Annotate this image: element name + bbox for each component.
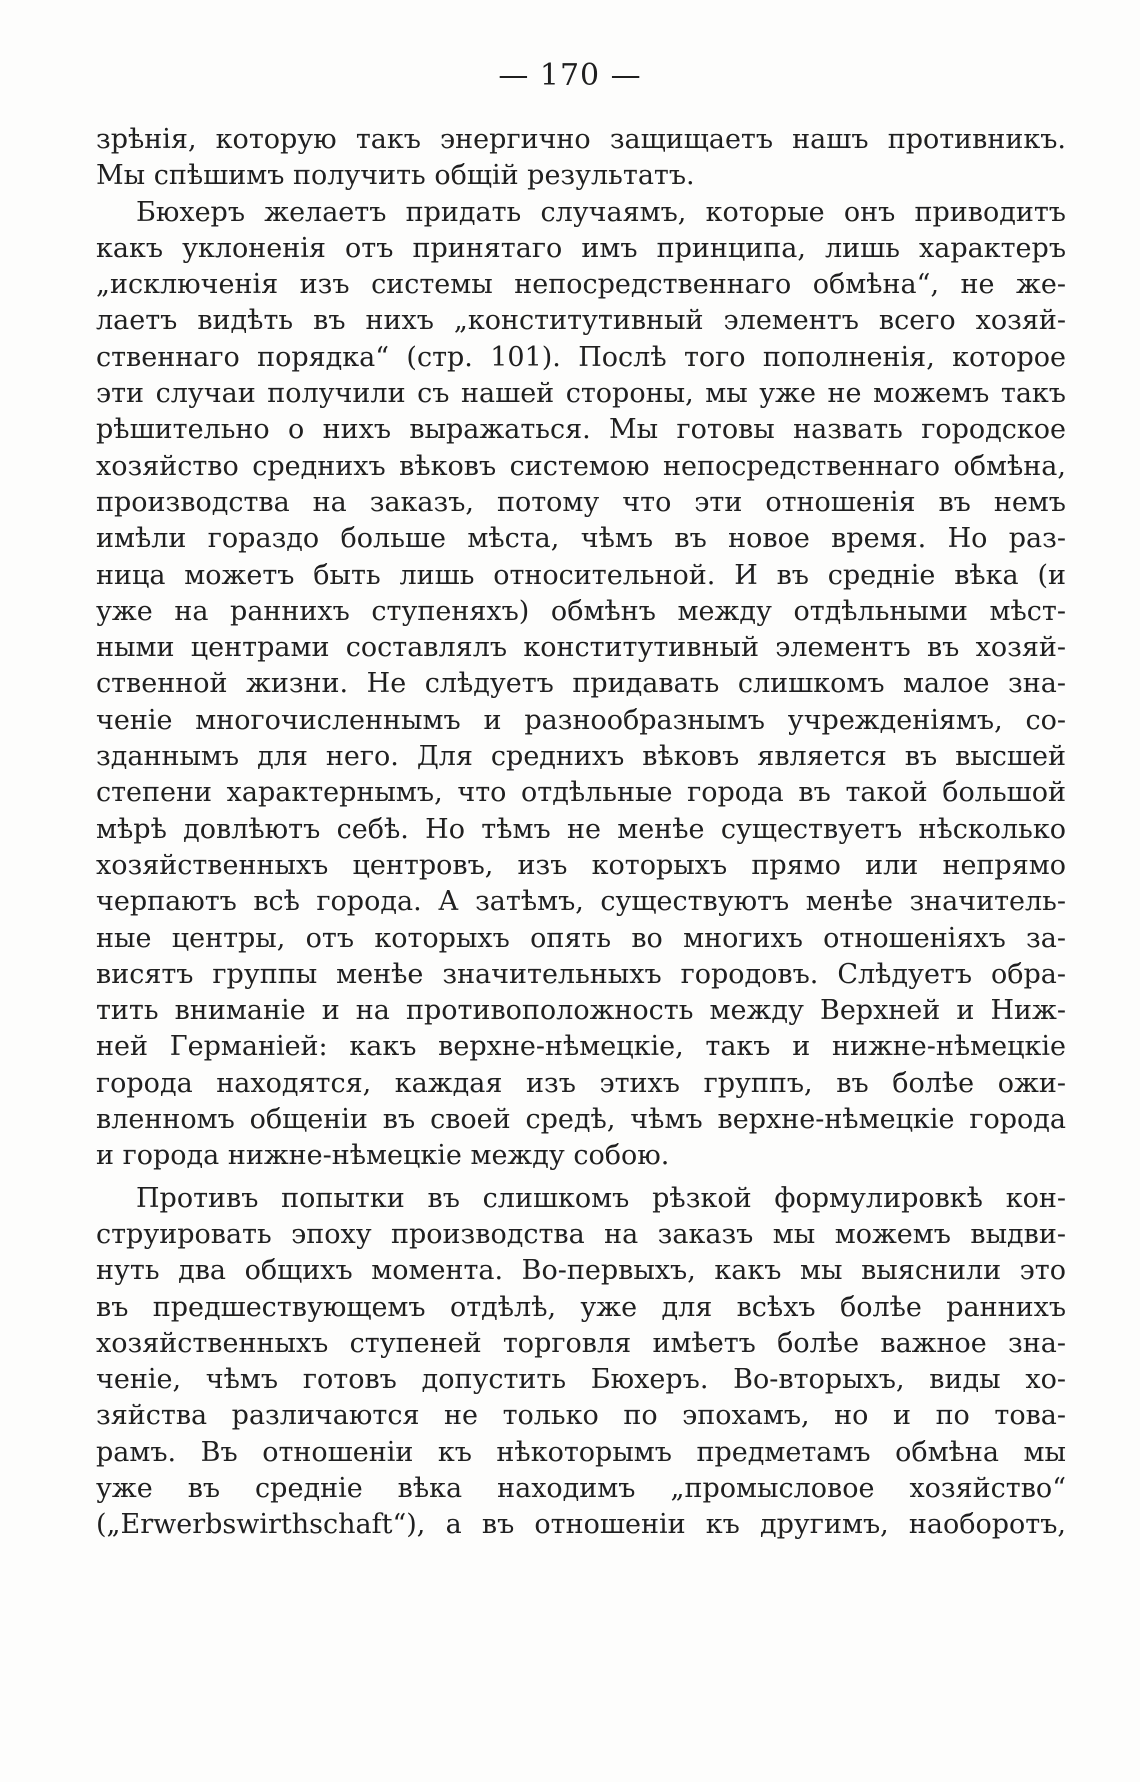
- text-line: хозяйство среднихъ вѣковъ системою непосредственнаго обмѣна,: [96, 450, 1066, 482]
- text-line: имѣли гораздо больше мѣста, чѣмъ въ новое время. Но раз-: [96, 523, 1066, 555]
- text-line: эти случаи получили съ нашей стороны, мы уже не можемъ такъ: [96, 378, 1066, 410]
- text-line: „исключенія изъ системы непосредственнаго обмѣна“, не же-: [96, 269, 1066, 301]
- text-line: ственнаго порядка“ (стр. 101). Послѣ того пополненія, которое: [96, 341, 1066, 373]
- text-line: вленномъ общеніи въ своей средѣ, чѣмъ верхне-нѣмецкіе города: [96, 1104, 1066, 1136]
- text-line: въ предшествующемъ отдѣлѣ, уже для всѣхъ болѣе раннихъ: [96, 1291, 1066, 1323]
- text-line: ными центрами составлялъ конститутивный элементъ въ хозяй-: [96, 632, 1066, 664]
- text-line: зяйства различаются не только по эпохамъ, но и по това-: [96, 1400, 1066, 1432]
- text-line: висятъ группы менѣе значительныхъ городовъ. Слѣдуетъ обра-: [96, 958, 1066, 990]
- text-line: и города нижне-нѣмецкіе между собою.: [96, 1140, 670, 1172]
- text-line: („Erwerbswirthschaft“), а въ отношеніи къ другимъ, наоборотъ,: [96, 1509, 1066, 1541]
- body-text: [96, 122, 1066, 1544]
- text-line: хозяйственныхъ ступеней торговля имѣетъ болѣе важное зна-: [96, 1327, 1066, 1359]
- text-line: Противъ попытки въ слишкомъ рѣзкой формулировкѣ кон-: [136, 1182, 1066, 1214]
- text-line: Бюхеръ желаетъ придать случаямъ, которые онъ приводитъ: [136, 196, 1066, 228]
- text-line: степени характернымъ, что отдѣльные города въ такой большой: [96, 777, 1066, 809]
- text-line: уже въ средніе вѣка находимъ „промысловое хозяйство“: [96, 1472, 1066, 1504]
- text-line: рѣшительно о нихъ выражаться. Мы готовы назвать городское: [96, 414, 1066, 446]
- text-line: лаетъ видѣть въ нихъ „конститутивный элементъ всего хозяй-: [96, 305, 1066, 337]
- text-line: ченіе многочисленнымъ и разнообразнымъ учрежденіямъ, со-: [96, 704, 1066, 736]
- text-line: ченіе, чѣмъ готовъ допустить Бюхеръ. Во-вторыхъ, виды хо-: [96, 1364, 1066, 1396]
- text-line: ственной жизни. Не слѣдуетъ придавать слишкомъ малое зна-: [96, 668, 1066, 700]
- text-line: мѣрѣ довлѣютъ себѣ. Но тѣмъ не менѣе существуетъ нѣсколько: [96, 813, 1066, 845]
- text-line: рамъ. Въ отношеніи къ нѣкоторымъ предметамъ обмѣна мы: [96, 1436, 1066, 1468]
- text-line: какъ уклоненія отъ принятаго имъ принципа, лишь характеръ: [96, 232, 1066, 264]
- text-line: нуть два общихъ момента. Во-первыхъ, какъ мы выяснили это: [96, 1255, 1066, 1287]
- text-line: уже на раннихъ ступеняхъ) обмѣнъ между отдѣльными мѣст-: [96, 595, 1066, 627]
- text-line: производства на заказъ, потому что эти отношенія въ немъ: [96, 486, 1066, 518]
- text-line: струировать эпоху производства на заказъ мы можемъ выдви-: [96, 1218, 1066, 1250]
- page-number: — 170 —: [498, 58, 642, 93]
- text-line: тить вниманіе и на противоположность между Верхней и Ниж-: [96, 995, 1066, 1027]
- text-line: зданнымъ для него. Для среднихъ вѣковъ является въ высшей: [96, 741, 1066, 773]
- text-line: города находятся, каждая изъ этихъ группъ, въ болѣе ожи-: [96, 1067, 1066, 1099]
- text-line: хозяйственныхъ центровъ, изъ которыхъ прямо или непрямо: [96, 849, 1066, 881]
- text-line: ней Германіей: какъ верхне-нѣмецкіе, такъ и нижне-нѣмецкіе: [96, 1031, 1066, 1063]
- text-line: зрѣнія, которую такъ энергично защищаетъ нашъ противникъ.: [96, 124, 1066, 155]
- text-line: ные центры, отъ которыхъ опять во многихъ отношеніяхъ за-: [96, 922, 1066, 954]
- text-line: Мы спѣшимъ получить общій результатъ.: [96, 160, 695, 192]
- text-line: ница можетъ быть лишь относительной. И въ средніе вѣка (и: [96, 559, 1066, 591]
- text-line: черпаютъ всѣ города. А затѣмъ, существуютъ менѣе значитель-: [96, 886, 1066, 918]
